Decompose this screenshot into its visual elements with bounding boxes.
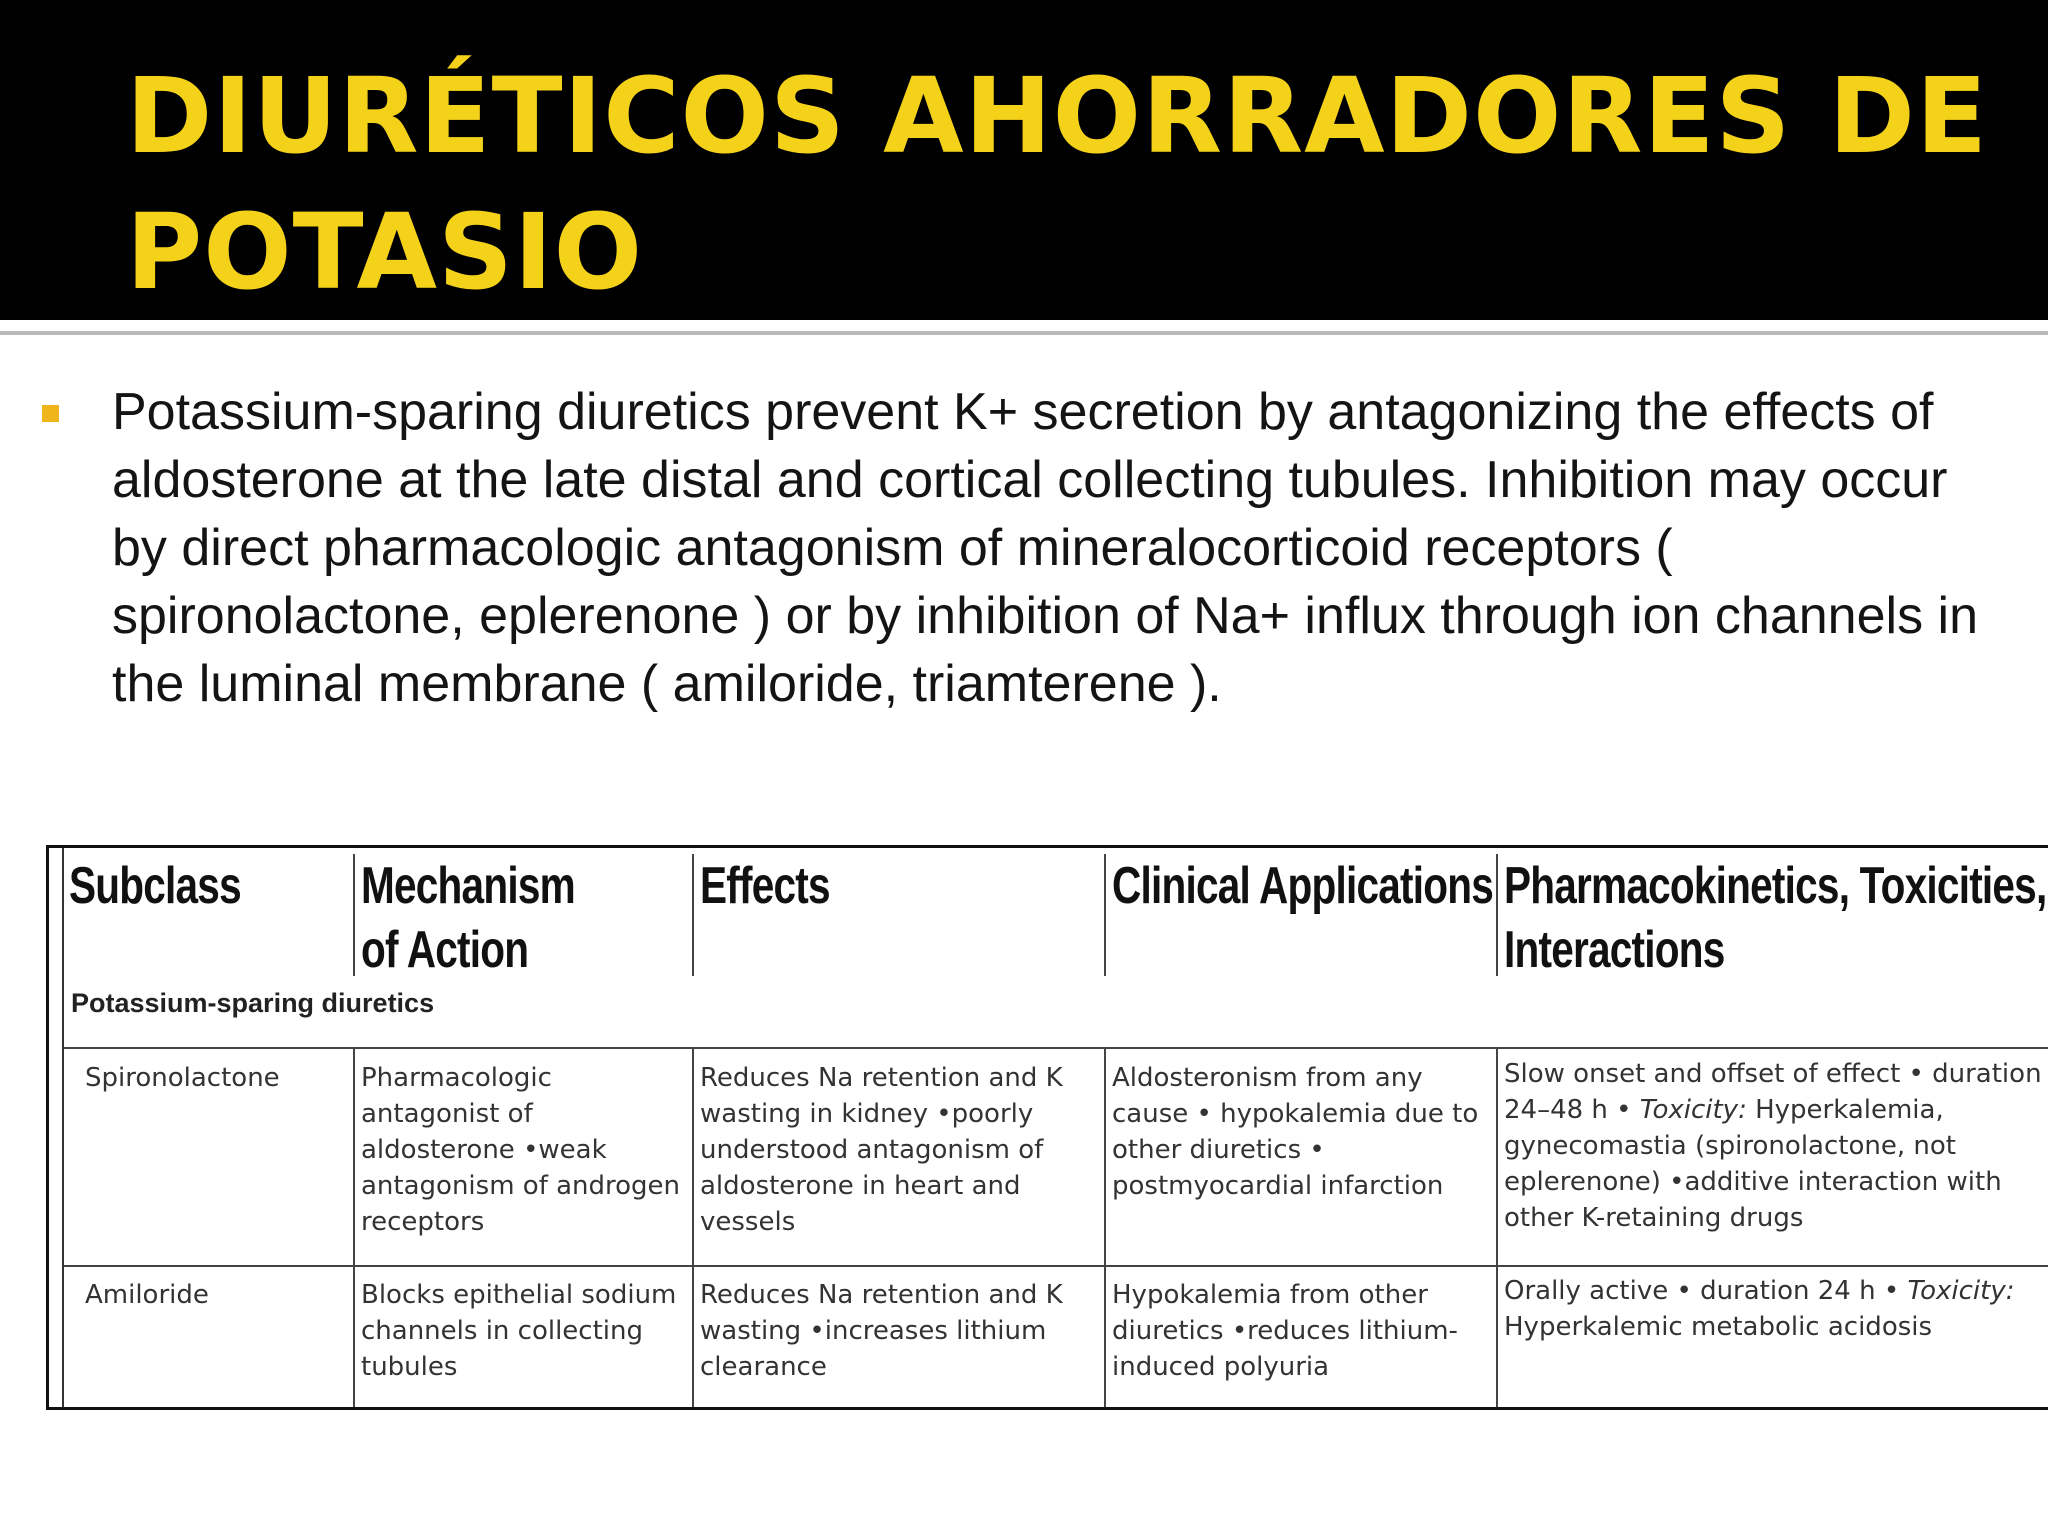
cell-subclass: Spironolactone xyxy=(85,1063,280,1093)
header-separator xyxy=(1104,854,1106,976)
bullet-text: Potassium-sparing diuretics prevent K+ secretion by antagonizing the effects of aldosterone at the late distal and cortical collecting tubules. Inhibition may occur by direct pharmacologic antagonism of mineralocorticoid receptors ( spironolactone, eplerenone ) or by inhibition of Na+ influx through ion channels in the luminal membrane ( amiloride, triamterene ). xyxy=(112,383,1978,713)
cell-clinical: Aldosteronism from any cause • hypokalemia due to other diuretics • postmyocardial infarction xyxy=(1112,1063,1479,1201)
column-separator xyxy=(353,1047,355,1407)
column-separator xyxy=(692,1047,694,1407)
title-bar xyxy=(0,0,2048,320)
table-inner-border xyxy=(62,848,64,1407)
toxicity-label: Toxicity: xyxy=(1639,1095,1747,1125)
column-separator xyxy=(1496,1047,1498,1407)
column-header-pharmacokinetics: Pharmacokinetics, Toxicities, Interactions xyxy=(1504,857,2047,979)
column-header-clinical: Clinical Applications xyxy=(1112,857,1494,915)
toxicity-label: Toxicity: xyxy=(1907,1276,2015,1306)
pk-text: Orally active • duration 24 h • xyxy=(1504,1276,1908,1306)
cell-pharmacokinetics xyxy=(1504,1273,2048,1345)
cell-effects: Reduces Na retention and K wasting in kidney •poorly understood antagonism of aldosterone in heart and vessels xyxy=(700,1063,1063,1237)
column-header-subclass: Subclass xyxy=(69,857,241,915)
row-separator xyxy=(64,1047,2048,1049)
cell-pharmacokinetics xyxy=(1504,1056,2048,1236)
cell-mechanism: Pharmacologic antagonist of aldosterone •weak antagonism of androgen receptors xyxy=(361,1063,681,1237)
cell-mechanism: Blocks epithelial sodium channels in collecting tubules xyxy=(361,1280,677,1382)
slide-title: DIURÉTICOS AHORRADORES DE POTASIO xyxy=(126,55,1989,313)
header-divider-light xyxy=(0,320,2048,326)
pk-text: Hyperkalemia, gynecomastia (spironolactone, not eplerenone) •additive interaction with other K-retaining drugs xyxy=(1504,1095,2002,1233)
header-separator xyxy=(353,854,355,976)
cell-effects: Reduces Na retention and K wasting •increases lithium clearance xyxy=(700,1280,1063,1382)
row-separator xyxy=(64,1265,2048,1267)
cell-clinical: Hypokalemia from other diuretics •reduces lithium-induced polyuria xyxy=(1112,1280,1458,1382)
diuretics-table xyxy=(46,845,2048,1410)
bullet-square-icon xyxy=(42,405,59,422)
column-separator xyxy=(1104,1047,1106,1407)
group-label: Potassium-sparing diuretics xyxy=(71,988,435,1018)
header-divider xyxy=(0,331,2048,335)
column-header-effects: Effects xyxy=(700,857,830,915)
pk-text: Slow onset and offset of effect • duration 24–48 h • xyxy=(1504,1059,2042,1125)
header-separator xyxy=(692,854,694,976)
pk-text: Hyperkalemic metabolic acidosis xyxy=(1504,1312,1933,1342)
cell-subclass: Amiloride xyxy=(85,1280,209,1310)
header-separator xyxy=(1496,854,1498,976)
column-header-mechanism: Mechanism of Action xyxy=(361,857,575,979)
